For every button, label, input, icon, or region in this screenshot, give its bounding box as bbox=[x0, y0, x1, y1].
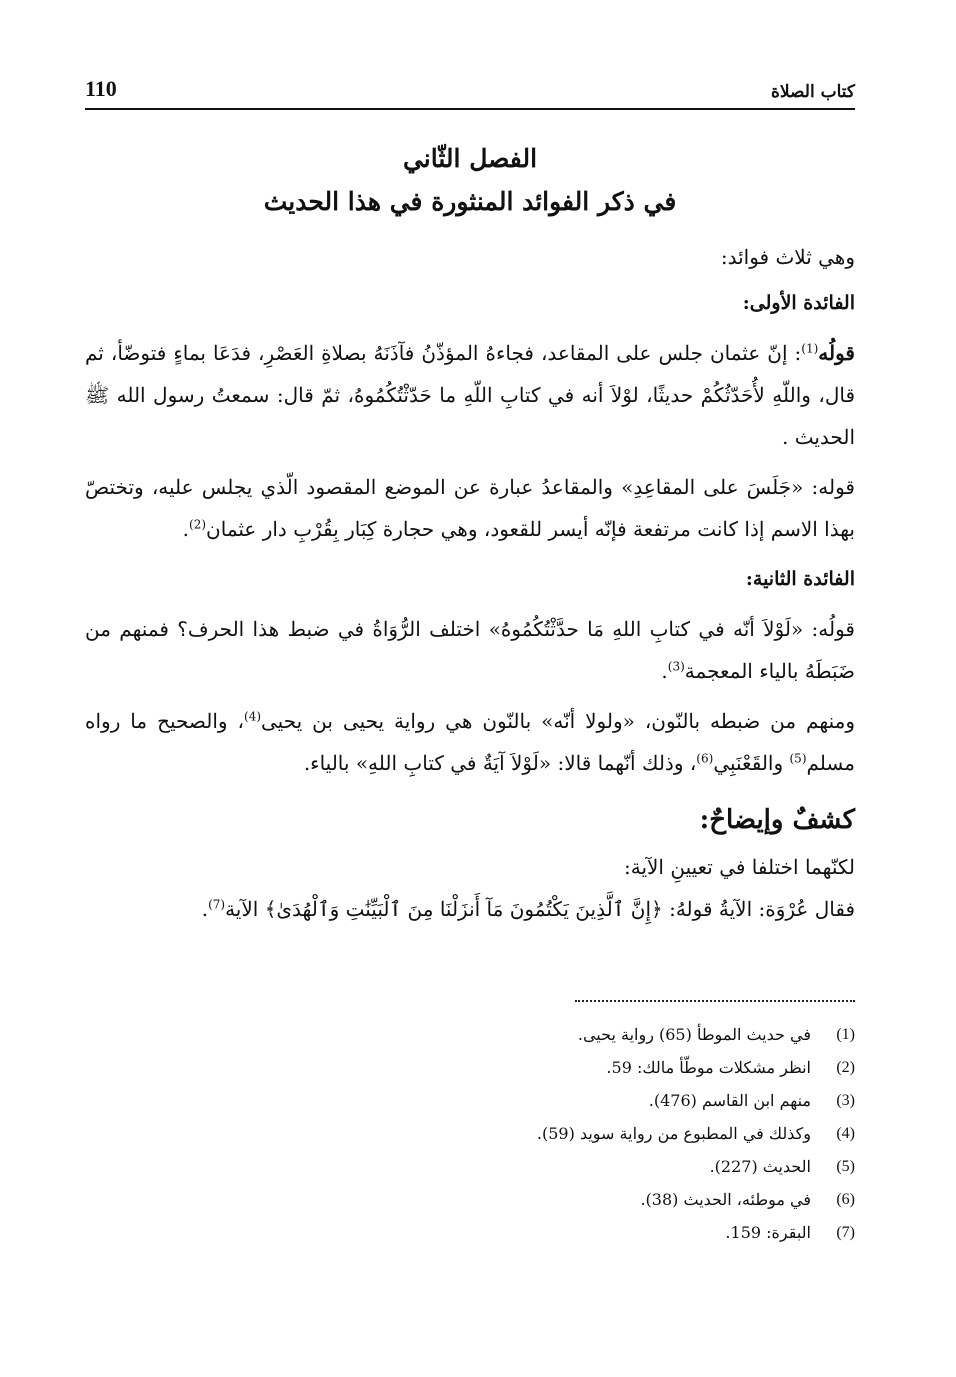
footnote-separator bbox=[575, 1000, 855, 1004]
text-run: والقَعْنَبِي bbox=[713, 751, 790, 775]
chapter-title-block bbox=[85, 138, 855, 224]
footnote-ref: (2) bbox=[189, 517, 207, 532]
text-run: فقال عُرْوَة: الآيةُ قولهُ: ﴿إِنَّ ٱلَّذِينَ يَكْتُمُونَ مَآ أَنزَلْنَا مِنَ ٱلْبَيِّنَٰتِ وَٱلْهُدَىٰ﴾ الآية bbox=[225, 897, 855, 921]
section-heading: كشفٌ وإيضاحٌ: bbox=[699, 805, 855, 835]
text-run: ومنهم من ضبطه بالنّون، «ولولا أنّه» بالنّون هي رواية يحيى بن يحيى bbox=[261, 709, 855, 733]
text-run: قولُه: «لَوْلاَ أنّه في كتابِ اللهِ مَا حدَّثْتُكُمُوهُ» اختلف الرُّوَاةُ في ضبط هذا الحرف؟ فمنهم من ضَبَطَهُ بالياء المعجمة bbox=[85, 617, 855, 683]
paragraph-1 bbox=[85, 332, 855, 458]
page-header bbox=[85, 72, 855, 110]
footnote-item bbox=[85, 1150, 855, 1183]
footnote-ref: (1) bbox=[801, 341, 819, 356]
footnote-number: (6) bbox=[836, 1191, 855, 1208]
footnote-ref: (4) bbox=[244, 709, 262, 724]
footnote-number: (1) bbox=[836, 1026, 855, 1043]
footnote-number: (4) bbox=[836, 1125, 855, 1142]
paragraph-4 bbox=[85, 700, 855, 784]
text-run: قولُه bbox=[818, 341, 855, 365]
footnote-ref: (5) bbox=[789, 751, 807, 766]
footnote-item bbox=[85, 1183, 855, 1216]
text-run: . bbox=[661, 659, 668, 683]
text-run: : إنّ عثمان جلس على المقاعد، فجاءهُ المؤذّنُ فآذَنَهُ بصلاةِ العَصْرِ، فدَعَا بماءٍ فتوضّأ، ثم قال، واللّهِ لأُحَدّثُكُمْ حديثًا، لوْلاَ أنه في كتابِ اللّهِ ما حَدّثْتُكُمُوهُ، ثمّ قال: سمعتُ رسول الله ﷺ الحديث . bbox=[85, 341, 855, 449]
benefit-2-heading: الفائدة الثانية: bbox=[745, 568, 855, 590]
footnote-text: الحديث (227). bbox=[709, 1157, 811, 1176]
footnote-item bbox=[85, 1084, 855, 1117]
paragraph-2 bbox=[85, 466, 855, 550]
intro-line: وهي ثلاث فوائد: bbox=[720, 245, 855, 269]
footnote-number: (5) bbox=[836, 1158, 855, 1175]
footnote-item bbox=[85, 1018, 855, 1051]
text-run: قوله: «جَلَسَ على المقاعِدِ» والمقاعدُ عبارة عن الموضع المقصود الّذي يجلس عليه، وتختصّ بهذا الاسم إذا كانت مرتفعة فإنّه أيسر للقعود، وهي حجارة كِبَار بِقُرْبِ دار عثمان bbox=[85, 475, 855, 541]
footnote-item bbox=[85, 1117, 855, 1150]
paragraph-6 bbox=[85, 888, 855, 930]
footnote-text: البقرة: 159. bbox=[725, 1223, 811, 1242]
footnote-text: في موطئه، الحديث (38). bbox=[640, 1190, 811, 1209]
page-number: 110 bbox=[85, 76, 117, 101]
footnote-number: (3) bbox=[836, 1092, 855, 1109]
text-run: ، والصحيح ما رواه مسلم bbox=[85, 709, 855, 775]
paragraph-5: لكنّهما اختلفا في تعيينِ الآية: bbox=[624, 855, 855, 879]
footnote-number: (2) bbox=[836, 1059, 855, 1076]
paragraph-3 bbox=[85, 608, 855, 692]
main-text bbox=[85, 236, 855, 930]
text-run: ، وذلك أنّهما قالا: «لَوْلاَ آيَةٌ في كتابِ اللهِ» بالياء. bbox=[303, 751, 697, 775]
footnote-ref: (6) bbox=[696, 751, 714, 766]
footnote-text: انظر مشكلات موطّأ مالك: 59. bbox=[606, 1058, 811, 1077]
running-title: كتاب الصلاة bbox=[770, 82, 855, 102]
footnote-number: (7) bbox=[836, 1224, 855, 1241]
chapter-subtitle: في ذكر الفوائد المنثورة في هذا الحديث bbox=[263, 187, 677, 216]
footnote-item bbox=[85, 1051, 855, 1084]
footnote-text: في حديث الموطأ (65) رواية يحيى. bbox=[577, 1025, 811, 1044]
chapter-title: الفصل الثّاني bbox=[402, 144, 538, 173]
benefit-1-heading: الفائدة الأولى: bbox=[742, 292, 855, 314]
footnote-ref: (3) bbox=[667, 659, 685, 674]
footnote-text: وكذلك في المطبوع من رواية سويد (59). bbox=[536, 1124, 811, 1143]
text-run: . bbox=[201, 897, 209, 921]
footnotes bbox=[85, 1018, 855, 1249]
footnote-ref: (7) bbox=[208, 897, 226, 912]
text-run: . bbox=[182, 517, 190, 541]
footnote-item bbox=[85, 1216, 855, 1249]
footnote-text: منهم ابن القاسم (476). bbox=[648, 1091, 811, 1110]
